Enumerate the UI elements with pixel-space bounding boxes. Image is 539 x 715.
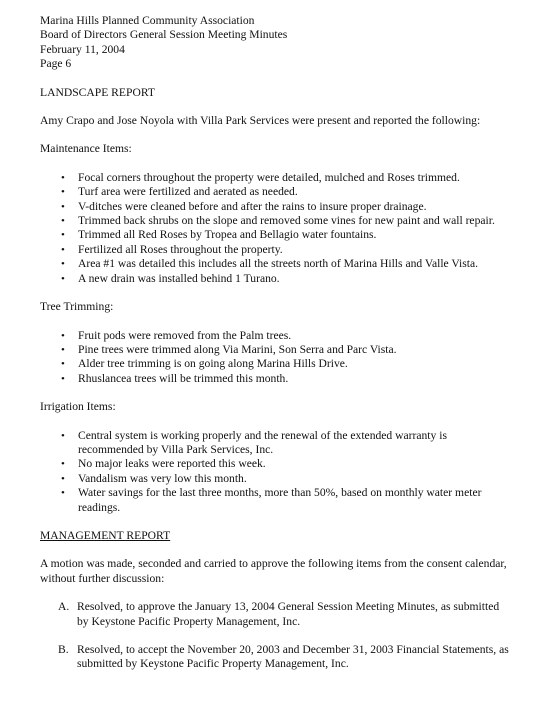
list-item: • A new drain was installed behind 1 Turano. <box>61 271 280 285</box>
list-item: • Pine trees were trimmed along Via Marini, Son Serra and Parc Vista. <box>61 342 397 356</box>
bullet-icon: • <box>61 215 65 228</box>
consent-calendar-list <box>40 600 510 672</box>
bullet-icon: • <box>61 272 65 285</box>
list-item: • Rhuslancea trees will be trimmed this month. <box>61 371 289 385</box>
list-item: A. Resolved, to approve the January 13, 2004 General Session Meeting Minutes, as submitted by Keystone Pacific Property Management, Inc. <box>58 600 500 628</box>
landscape-intro: Amy Crapo and Jose Noyola with Villa Park Services were present and reported the following: <box>40 114 481 128</box>
list-item: • Turf area were fertilized and aerated as needed. <box>61 185 298 199</box>
list-item: • Fruit pods were removed from the Palm trees. <box>61 328 292 342</box>
bullet-icon: • <box>61 372 65 385</box>
item-marker: B. <box>58 643 69 656</box>
page-number: Page 6 <box>40 57 72 71</box>
bullet-icon: • <box>61 229 65 242</box>
list-item: • V-ditches were cleaned before and after the rains to insure proper drainage. <box>61 199 427 213</box>
maintenance-items-label: Maintenance Items: <box>40 142 132 156</box>
list-item: • Vandalism was very low this month. <box>61 471 247 485</box>
tree-trimming-list <box>40 329 510 387</box>
bullet-icon: • <box>61 472 65 485</box>
bullet-icon: • <box>61 243 65 256</box>
association-name: Marina Hills Planned Community Association <box>40 14 255 27</box>
landscape-report-heading: LANDSCAPE REPORT <box>40 85 155 99</box>
list-item: • Alder tree trimming is on going along Marina Hills Drive. <box>61 357 348 371</box>
list-item: • No major leaks were reported this week. <box>61 457 266 471</box>
list-item: • Focal corners throughout the property were detailed, mulched and Roses trimmed. <box>61 170 460 184</box>
document-header <box>40 14 510 72</box>
document-title: Board of Directors General Session Meeting Minutes <box>40 28 288 42</box>
bullet-icon: • <box>61 429 65 442</box>
bullet-icon: • <box>61 171 65 184</box>
item-marker: A. <box>58 600 70 614</box>
bullet-icon: • <box>61 487 65 500</box>
management-report-heading: MANAGEMENT REPORT <box>40 528 171 542</box>
bullet-icon: • <box>61 329 65 342</box>
bullet-icon: • <box>61 358 65 371</box>
bullet-icon: • <box>61 186 65 199</box>
bullet-icon: • <box>61 258 65 271</box>
maintenance-list <box>40 171 510 286</box>
document-page <box>40 14 510 672</box>
list-item: • Trimmed all Red Roses by Tropea and Bellagio water fountains. <box>61 228 377 242</box>
bullet-icon: • <box>61 343 65 356</box>
meeting-date: February 11, 2004 <box>40 42 125 56</box>
list-item: • Fertilized all Roses throughout the property. <box>61 242 283 256</box>
irrigation-list <box>40 429 510 515</box>
list-item: • Water savings for the last three months, more than 50%, based on monthly water meter readings. <box>61 486 482 514</box>
tree-trimming-label: Tree Trimming: <box>40 300 114 314</box>
list-item: • Central system is working properly and the renewal of the extended warranty is recommended by Villa Park Services, Inc. <box>61 428 447 456</box>
management-intro: A motion was made, seconded and carried to approve the following items from the consent calendar, without further discussion: <box>40 557 507 585</box>
bullet-icon: • <box>61 200 65 213</box>
irrigation-items-label: Irrigation Items: <box>40 400 116 414</box>
list-item: B. Resolved, to accept the November 20, 2003 and December 31, 2003 Financial Statements, as submitted by Keystone Pacific Property Management, Inc. <box>58 643 509 671</box>
list-item: • Trimmed back shrubs on the slope and removed some vines for new paint and wall repair. <box>61 214 495 228</box>
list-item: • Area #1 was detailed this includes all the streets north of Marina Hills and Valle Vista. <box>61 257 479 271</box>
bullet-icon: • <box>61 458 65 471</box>
